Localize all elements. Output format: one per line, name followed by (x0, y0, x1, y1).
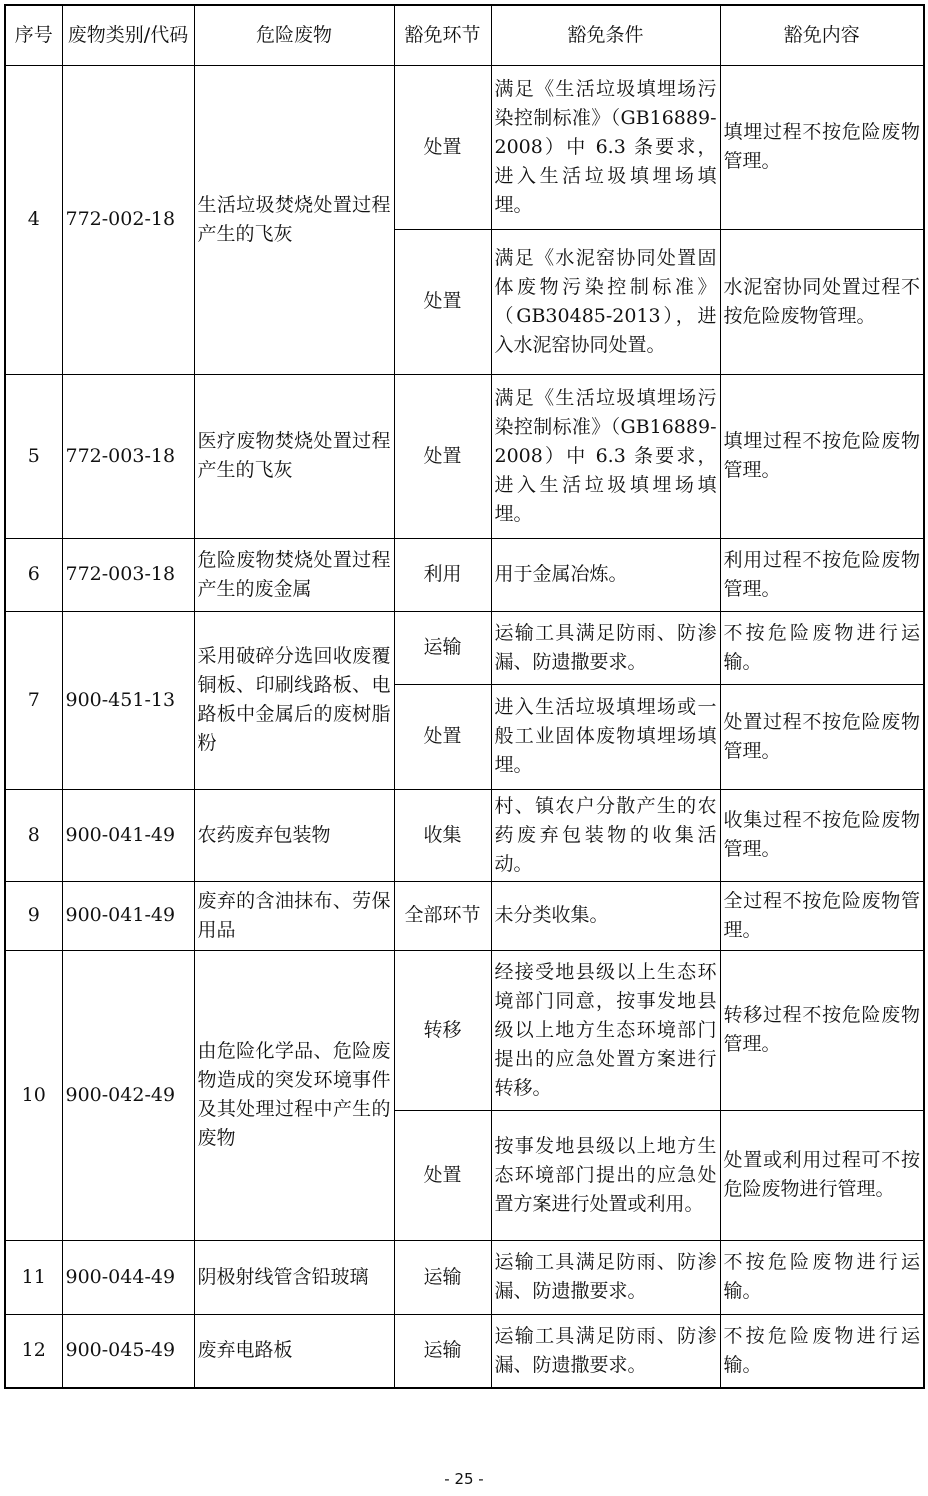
row-no: 9 (5, 881, 62, 950)
row-stage: 运输 (394, 1314, 491, 1388)
row-condition: 用于金属冶炼。 (491, 538, 720, 611)
row-waste: 医疗废物焚烧处置过程产生的飞灰 (194, 374, 394, 538)
row-content: 处置过程不按危险废物管理。 (720, 684, 924, 789)
row-code: 900-042-49 (62, 950, 194, 1240)
row-content: 处置或利用过程可不按危险废物进行管理。 (720, 1110, 924, 1240)
row-no: 8 (5, 789, 62, 881)
table-row (5, 65, 924, 229)
row-code: 900-041-49 (62, 789, 194, 881)
exemption-table (4, 4, 925, 1389)
table-row (5, 1240, 924, 1314)
header-no: 序号 (5, 5, 62, 65)
row-waste: 由危险化学品、危险废物造成的突发环境事件及其处理过程中产生的废物 (194, 950, 394, 1240)
row-waste: 废弃电路板 (194, 1314, 394, 1388)
row-condition: 运输工具满足防雨、防渗漏、防遗撒要求。 (491, 1240, 720, 1314)
row-stage: 收集 (394, 789, 491, 881)
row-stage: 处置 (394, 229, 491, 374)
row-stage: 利用 (394, 538, 491, 611)
row-no: 10 (5, 950, 62, 1240)
table-row (5, 538, 924, 611)
row-condition: 按事发地县级以上地方生态环境部门提出的应急处置方案进行处置或利用。 (491, 1110, 720, 1240)
row-code: 900-451-13 (62, 611, 194, 789)
row-waste: 采用破碎分选回收废覆铜板、印刷线路板、电路板中金属后的废树脂粉 (194, 611, 394, 789)
row-condition: 进入生活垃圾填埋场或一般工业固体废物填埋场填埋。 (491, 684, 720, 789)
row-no: 12 (5, 1314, 62, 1388)
table-row (5, 611, 924, 684)
row-stage: 处置 (394, 374, 491, 538)
header-content: 豁免内容 (720, 5, 924, 65)
row-stage: 处置 (394, 65, 491, 229)
row-code: 772-003-18 (62, 374, 194, 538)
row-condition: 运输工具满足防雨、防渗漏、防遗撒要求。 (491, 1314, 720, 1388)
table-row (5, 1314, 924, 1388)
table-row (5, 950, 924, 1110)
row-condition: 满足《生活垃圾填埋场污染控制标准》（GB16889-2008）中 6.3 条要求，进入生活垃圾填埋场填埋。 (491, 65, 720, 229)
row-no: 6 (5, 538, 62, 611)
row-stage: 运输 (394, 611, 491, 684)
row-condition: 未分类收集。 (491, 881, 720, 950)
row-condition: 村、镇农户分散产生的农药废弃包装物的收集活动。 (491, 789, 720, 881)
table-row (5, 374, 924, 538)
row-stage: 处置 (394, 1110, 491, 1240)
row-stage: 转移 (394, 950, 491, 1110)
header-code: 废物类别/代码 (62, 5, 194, 65)
row-content: 不按危险废物进行运输。 (720, 1240, 924, 1314)
header-waste: 危险废物 (194, 5, 394, 65)
table-header-row (5, 5, 924, 65)
row-content: 收集过程不按危险废物管理。 (720, 789, 924, 881)
row-code: 900-044-49 (62, 1240, 194, 1314)
row-waste: 农药废弃包装物 (194, 789, 394, 881)
row-code: 772-003-18 (62, 538, 194, 611)
row-no: 4 (5, 65, 62, 374)
table-row (5, 881, 924, 950)
row-waste: 生活垃圾焚烧处置过程产生的飞灰 (194, 65, 394, 374)
row-stage: 处置 (394, 684, 491, 789)
row-condition: 运输工具满足防雨、防渗漏、防遗撒要求。 (491, 611, 720, 684)
row-waste: 危险废物焚烧处置过程产生的废金属 (194, 538, 394, 611)
page-number: - 25 - (444, 1470, 484, 1488)
row-waste: 废弃的含油抹布、劳保用品 (194, 881, 394, 950)
row-condition: 经接受地县级以上生态环境部门同意，按事发地县级以上地方生态环境部门提出的应急处置方案进行转移。 (491, 950, 720, 1110)
row-stage: 全部环节 (394, 881, 491, 950)
row-content: 全过程不按危险废物管理。 (720, 881, 924, 950)
row-content: 利用过程不按危险废物管理。 (720, 538, 924, 611)
row-content: 水泥窑协同处置过程不按危险废物管理。 (720, 229, 924, 374)
row-waste: 阴极射线管含铅玻璃 (194, 1240, 394, 1314)
row-code: 900-045-49 (62, 1314, 194, 1388)
row-code: 900-041-49 (62, 881, 194, 950)
header-stage: 豁免环节 (394, 5, 491, 65)
row-content: 填埋过程不按危险废物管理。 (720, 374, 924, 538)
row-no: 5 (5, 374, 62, 538)
row-content: 不按危险废物进行运输。 (720, 611, 924, 684)
row-code: 772-002-18 (62, 65, 194, 374)
row-stage: 运输 (394, 1240, 491, 1314)
row-content: 不按危险废物进行运输。 (720, 1314, 924, 1388)
row-no: 11 (5, 1240, 62, 1314)
row-condition: 满足《水泥窑协同处置固体废物污染控制标准》（GB30485-2013），进入水泥窑协同处置。 (491, 229, 720, 374)
table-row (5, 789, 924, 881)
row-condition: 满足《生活垃圾填埋场污染控制标准》（GB16889-2008）中 6.3 条要求，进入生活垃圾填埋场填埋。 (491, 374, 720, 538)
row-no: 7 (5, 611, 62, 789)
header-condition: 豁免条件 (491, 5, 720, 65)
row-content: 填埋过程不按危险废物管理。 (720, 65, 924, 229)
row-content: 转移过程不按危险废物管理。 (720, 950, 924, 1110)
